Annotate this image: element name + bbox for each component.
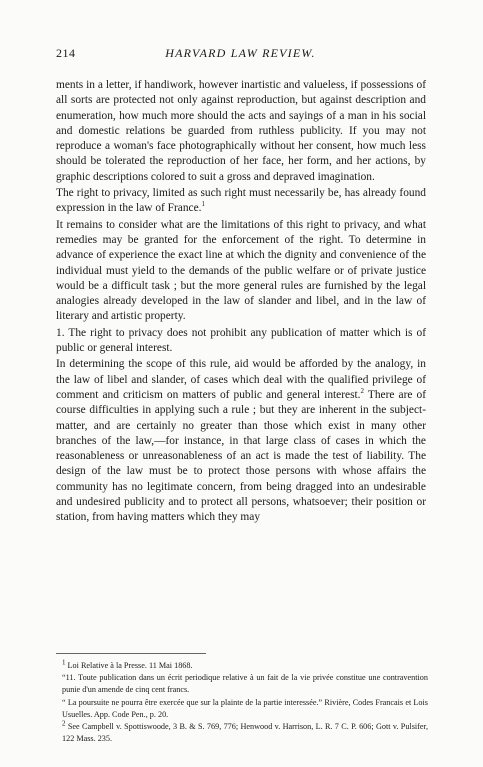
running-title: HARVARD LAW REVIEW. <box>165 46 316 60</box>
footnote-2-text: See Campbell v. Spottiswoode, 3 B. & S. 769, 776; Henwood v. Harrison, L. R. 7 C. P. 606; Gott v. Pulsifer, 122 Mass. 235. <box>62 722 428 744</box>
footnote-2-mark: 2 <box>62 719 66 728</box>
footnote-ref-1: 1 <box>201 200 206 209</box>
footnote-divider <box>56 653 206 654</box>
paragraph-3: It remains to consider what are the limitations of this right to privacy, and what remedies may be granted for the enforcement of the right. To determine in advance of experience the exact line at which the dignity and convenience of the individual must yield to the demands of the public welfare or of private justice would be a difficult task ; but the more general rules are furnished by the legal analogies already developed in the law of slander and libel, and in the law of literary and artistic property. <box>56 218 426 323</box>
footnote-ref-2: 2 <box>360 387 365 396</box>
footnote-1-text: Loi Relative à la Presse. 11 Mai 1868. <box>65 661 193 670</box>
footnote-1 <box>56 660 428 672</box>
page-header <box>56 46 425 64</box>
paragraph-5 <box>56 357 426 525</box>
footnote-1-quote-2: “ La poursuite ne pourra être exercée que sur la plainte de la partie interessée.” Rivière, Codes Francais et Lois Usuelles. App. Code Pen., p. 20. <box>62 697 428 719</box>
footnote-1-quote-1: “11. Toute publication dans un écrit periodique relative à un fait de la vie privée constitue une contravention punie d'un amende de cinq cent francs. <box>62 673 428 695</box>
paragraph-1: ments in a letter, if handiwork, however inartistic and valueless, if possessions of all sorts are protected not only against reproduction, but against description and enumeration, how much more should the acts and sayings of a man in his social and domestic relations be guarded from ruthless publicity. If you may not reproduce a woman's face photographically without her consent, how much less should be tolerated the reproduction of her face, her form, and her actions, by graphic descriptions colored to suit a gross and depraved imagination. <box>56 79 426 183</box>
paragraph-4: 1. The right to privacy does not prohibit any publication of matter which is of public or general interest. <box>56 326 426 355</box>
footnotes <box>56 660 428 745</box>
paragraph-2-text: The right to privacy, limited as such right must necessarily be, has already found expression in the law of France. <box>56 187 426 215</box>
footnote-1-mark: 1 <box>62 658 66 667</box>
page-number: 214 <box>56 46 76 60</box>
paragraph-2 <box>56 186 426 217</box>
paragraph-5-text-b: There are of course difficulties in applying such a rule ; but they are inherent in the subject-matter, and are certainly no greater than those which exist in many other branches of the law,—for instance, in that large class of cases in which the reasonableness or unreasonableness of an act is made the test of liability. The design of the law must be to protect those persons with whose affairs the community has no legitimate concern, from being dragged into an undesirable and undesired publicity and to protect all persons, whatsoever; their position or station, from having matters which they may <box>56 388 426 524</box>
paragraph-5-text-a: In determining the scope of this rule, aid would be afforded by the analogy, in the law of libel and slander, of cases which deal with the qualified privilege of comment and criticism on matters of public and general interest. <box>56 358 426 401</box>
body-text <box>56 78 426 526</box>
footnote-2 <box>56 721 428 745</box>
